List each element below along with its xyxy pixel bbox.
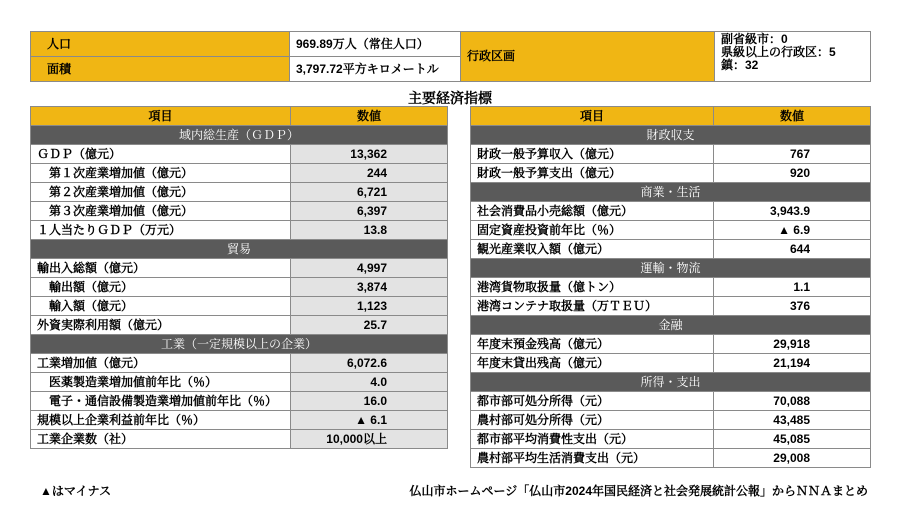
table-row [471,392,871,411]
row-label: 財政一般予算収入（億元） [471,145,714,164]
row-label: 第１次産業増加値（億元） [31,164,291,183]
row-label: 農村部平均生活消費支出（元） [471,449,714,468]
row-label: 都市部可処分所得（元） [471,392,714,411]
row-label: 医薬製造業増加値前年比（％） [31,373,291,392]
table-row [31,430,448,449]
table-row [31,297,448,316]
row-label: 観光産業収入額（億元） [471,240,714,259]
table-row [471,164,871,183]
area-label: 面積 [31,57,290,82]
table-row [31,183,448,202]
row-label: 電子・通信設備製造業増加値前年比（％） [31,392,291,411]
population-label: 人口 [31,32,290,57]
table-row [31,259,448,278]
row-value: 4,997 [291,259,448,278]
table-row [31,202,448,221]
section-row [471,373,871,392]
table-header-row [471,107,871,126]
row-value: 6,721 [291,183,448,202]
admin-line: 県級以上の行政区：5 [721,45,836,59]
section-header: 所得・支出 [471,373,871,392]
footnote-minus-note: ▲はマイナス [40,484,112,498]
section-header: 域内総生産（ＧＤＰ） [31,126,448,145]
admin-division-value [715,32,871,82]
row-value: 1,123 [291,297,448,316]
row-value: 244 [291,164,448,183]
row-label: １人当たりＧＤＰ（万元） [31,221,291,240]
right-indicator-table [470,106,871,468]
overview-table [30,31,871,82]
row-value: 4.0 [291,373,448,392]
table-row [471,145,871,164]
section-row [471,316,871,335]
row-label: 財政一般予算支出（億元） [471,164,714,183]
table-row [31,145,448,164]
row-label: 年度末預金残高（億元） [471,335,714,354]
row-label: 輸出入総額（億元） [31,259,291,278]
row-label: 港湾コンテナ取扱量（万ＴＥＵ） [471,297,714,316]
admin-line: 副省級市：0 [721,32,788,46]
row-value: 29,008 [714,449,871,468]
section-header: 財政収支 [471,126,871,145]
table-row [471,411,871,430]
row-label: 第２次産業増加値（億元） [31,183,291,202]
row-value: 6,072.6 [291,354,448,373]
section-header: 商業・生活 [471,183,871,202]
row-value: 25.7 [291,316,448,335]
section-row [471,126,871,145]
row-value: 16.0 [291,392,448,411]
row-label: 都市部平均消費性支出（元） [471,430,714,449]
section-row [31,126,448,145]
table-row [471,278,871,297]
row-label: 工業企業数（社） [31,430,291,449]
table-row [471,335,871,354]
row-value: 376 [714,297,871,316]
section-header: 運輸・物流 [471,259,871,278]
section-row [31,335,448,354]
row-value: 10,000以上 [291,430,448,449]
row-value: 43,485 [714,411,871,430]
table-header-row [31,107,448,126]
row-value: 920 [714,164,871,183]
left-indicator-table [30,106,448,449]
admin-division-label: 行政区画 [461,32,715,82]
area-value: 3,797.72平方キロメートル [290,57,461,82]
row-value: 70,088 [714,392,871,411]
column-header-value: 数値 [714,107,871,126]
table-row [31,164,448,183]
table-row [471,221,871,240]
section-header: 貿易 [31,240,448,259]
row-label: 年度末貸出残高（億元） [471,354,714,373]
row-value: 13.8 [291,221,448,240]
row-value: ▲ 6.9 [714,221,871,240]
admin-line: 鎮：32 [721,58,759,72]
row-label: 輸出額（億元） [31,278,291,297]
row-value: ▲ 6.1 [291,411,448,430]
row-label: 規模以上企業利益前年比（％） [31,411,291,430]
row-value: 1.1 [714,278,871,297]
table-row [31,278,448,297]
row-value: 45,085 [714,430,871,449]
section-row [471,183,871,202]
row-label: 第３次産業増加値（億元） [31,202,291,221]
row-label: 輸入額（億元） [31,297,291,316]
page-title: 主要経済指標 [408,90,492,106]
footnote-source: 仏山市ホームページ「仏山市2024年国民経済と社会発展統計公報」からＮＮＡまとめ [409,484,868,498]
row-label: 農村部可処分所得（元） [471,411,714,430]
table-row [471,240,871,259]
row-label: ＧＤＰ（億元） [31,145,291,164]
row-value: 6,397 [291,202,448,221]
row-value: 3,874 [291,278,448,297]
row-value: 29,918 [714,335,871,354]
table-row [31,373,448,392]
table-row [31,316,448,335]
row-value: 767 [714,145,871,164]
row-label: 工業増加値（億元） [31,354,291,373]
section-row [471,259,871,278]
row-value: 644 [714,240,871,259]
column-header-value: 数値 [291,107,448,126]
table-row [471,354,871,373]
row-value: 3,943.9 [714,202,871,221]
table-row [471,297,871,316]
row-label: 外資実際利用額（億元） [31,316,291,335]
section-row [31,240,448,259]
row-label: 固定資産投資前年比（％） [471,221,714,240]
row-label: 港湾貨物取扱量（億トン） [471,278,714,297]
table-row [471,449,871,468]
column-header-item: 項目 [471,107,714,126]
row-label: 社会消費品小売総額（億元） [471,202,714,221]
table-row [31,354,448,373]
table-row [471,202,871,221]
row-value: 13,362 [291,145,448,164]
table-row [471,430,871,449]
table-row [31,411,448,430]
row-value: 21,194 [714,354,871,373]
column-header-item: 項目 [31,107,291,126]
table-row [31,221,448,240]
section-header: 工業（一定規模以上の企業） [31,335,448,354]
population-value: 969.89万人（常住人口） [290,32,461,57]
table-row [31,392,448,411]
section-header: 金融 [471,316,871,335]
